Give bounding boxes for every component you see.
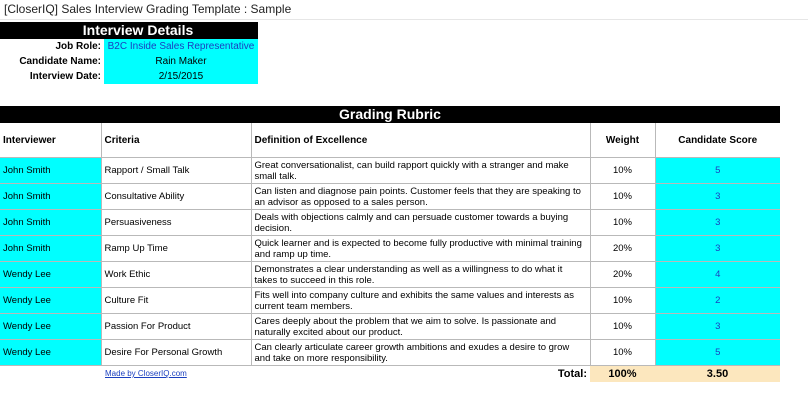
- definition-cell[interactable]: Quick learner and is expected to become fully productive with minimal training and ramp up time.: [251, 236, 590, 262]
- total-label: Total:: [557, 368, 587, 380]
- job-role-row: [0, 39, 258, 54]
- weight-cell[interactable]: 10%: [590, 314, 655, 340]
- header-definition: Definition of Excellence: [251, 123, 590, 158]
- table-row: [0, 184, 780, 210]
- table-row: [0, 314, 780, 340]
- interviewer-cell[interactable]: John Smith: [0, 236, 101, 262]
- made-by-link[interactable]: Made by CloserIQ.com: [105, 369, 187, 378]
- criteria-cell[interactable]: Work Ethic: [101, 262, 251, 288]
- score-cell[interactable]: 5: [655, 158, 780, 184]
- definition-cell[interactable]: Deals with objections calmly and can persuade customer towards a buying decision.: [251, 210, 590, 236]
- table-row: [0, 210, 780, 236]
- total-score: 3.50: [655, 366, 780, 382]
- criteria-cell[interactable]: Passion For Product: [101, 314, 251, 340]
- table-row: [0, 340, 780, 366]
- definition-cell[interactable]: Great conversationalist, can build rapport quickly with a stranger and make small talk.: [251, 158, 590, 184]
- candidate-name-row: [0, 54, 258, 69]
- job-role-value[interactable]: B2C Inside Sales Representative: [104, 39, 258, 54]
- rubric-table: [0, 123, 780, 366]
- table-row: [0, 158, 780, 184]
- criteria-cell[interactable]: Ramp Up Time: [101, 236, 251, 262]
- score-cell[interactable]: 3: [655, 210, 780, 236]
- header-criteria: Criteria: [101, 123, 251, 158]
- interviewer-cell[interactable]: Wendy Lee: [0, 314, 101, 340]
- header-weight: Weight: [590, 123, 655, 158]
- table-row: [0, 262, 780, 288]
- table-row: [0, 236, 780, 262]
- interviewer-cell[interactable]: Wendy Lee: [0, 262, 101, 288]
- score-cell[interactable]: 3: [655, 184, 780, 210]
- score-cell[interactable]: 4: [655, 262, 780, 288]
- interviewer-cell[interactable]: John Smith: [0, 210, 101, 236]
- candidate-name-value[interactable]: Rain Maker: [104, 54, 258, 69]
- table-row: [0, 288, 780, 314]
- definition-cell[interactable]: Cares deeply about the problem that we aim to solve. Is passionate and naturally excited about our product.: [251, 314, 590, 340]
- interviewer-cell[interactable]: John Smith: [0, 158, 101, 184]
- candidate-name-label: Candidate Name:: [19, 56, 101, 67]
- job-role-label: Job Role:: [55, 41, 101, 52]
- header-candidate-score: Candidate Score: [655, 123, 780, 158]
- weight-cell[interactable]: 20%: [590, 236, 655, 262]
- weight-cell[interactable]: 10%: [590, 210, 655, 236]
- interview-details-banner: Interview Details: [0, 22, 258, 39]
- definition-cell[interactable]: Can listen and diagnose pain points. Customer feels that they are speaking to an advisor as opposed to a sales person.: [251, 184, 590, 210]
- weight-cell[interactable]: 10%: [590, 288, 655, 314]
- definition-cell[interactable]: Fits well into company culture and exhibits the same values and interests as current team members.: [251, 288, 590, 314]
- score-cell[interactable]: 2: [655, 288, 780, 314]
- interview-details-section: [0, 22, 258, 84]
- weight-cell[interactable]: 20%: [590, 262, 655, 288]
- rubric-header-row: [0, 123, 780, 158]
- interviewer-cell[interactable]: Wendy Lee: [0, 340, 101, 366]
- interview-date-value[interactable]: 2/15/2015: [104, 69, 258, 84]
- score-cell[interactable]: 3: [655, 314, 780, 340]
- criteria-cell[interactable]: Culture Fit: [101, 288, 251, 314]
- document-title: [CloserIQ] Sales Interview Grading Template : Sample: [4, 2, 292, 16]
- grading-rubric-banner: Grading Rubric: [0, 106, 780, 123]
- weight-cell[interactable]: 10%: [590, 184, 655, 210]
- header-interviewer: Interviewer: [0, 123, 101, 158]
- weight-cell[interactable]: 10%: [590, 158, 655, 184]
- score-cell[interactable]: 3: [655, 236, 780, 262]
- made-by-link-container: [0, 366, 590, 382]
- weight-cell[interactable]: 10%: [590, 340, 655, 366]
- grading-rubric-section: [0, 106, 780, 382]
- definition-cell[interactable]: Can clearly articulate career growth ambitions and exudes a desire to grow and take on more responsibility.: [251, 340, 590, 366]
- criteria-cell[interactable]: Rapport / Small Talk: [101, 158, 251, 184]
- score-cell[interactable]: 5: [655, 340, 780, 366]
- rubric-footer: [0, 366, 780, 382]
- title-divider: [0, 19, 808, 20]
- interviewer-cell[interactable]: Wendy Lee: [0, 288, 101, 314]
- total-weight: 100%: [590, 366, 655, 382]
- interview-date-label: Interview Date:: [29, 71, 101, 82]
- criteria-cell[interactable]: Desire For Personal Growth: [101, 340, 251, 366]
- criteria-cell[interactable]: Consultative Ability: [101, 184, 251, 210]
- interviewer-cell[interactable]: John Smith: [0, 184, 101, 210]
- criteria-cell[interactable]: Persuasiveness: [101, 210, 251, 236]
- definition-cell[interactable]: Demonstrates a clear understanding as well as a willingness to do what it takes to succeed in this role.: [251, 262, 590, 288]
- interview-date-row: [0, 69, 258, 84]
